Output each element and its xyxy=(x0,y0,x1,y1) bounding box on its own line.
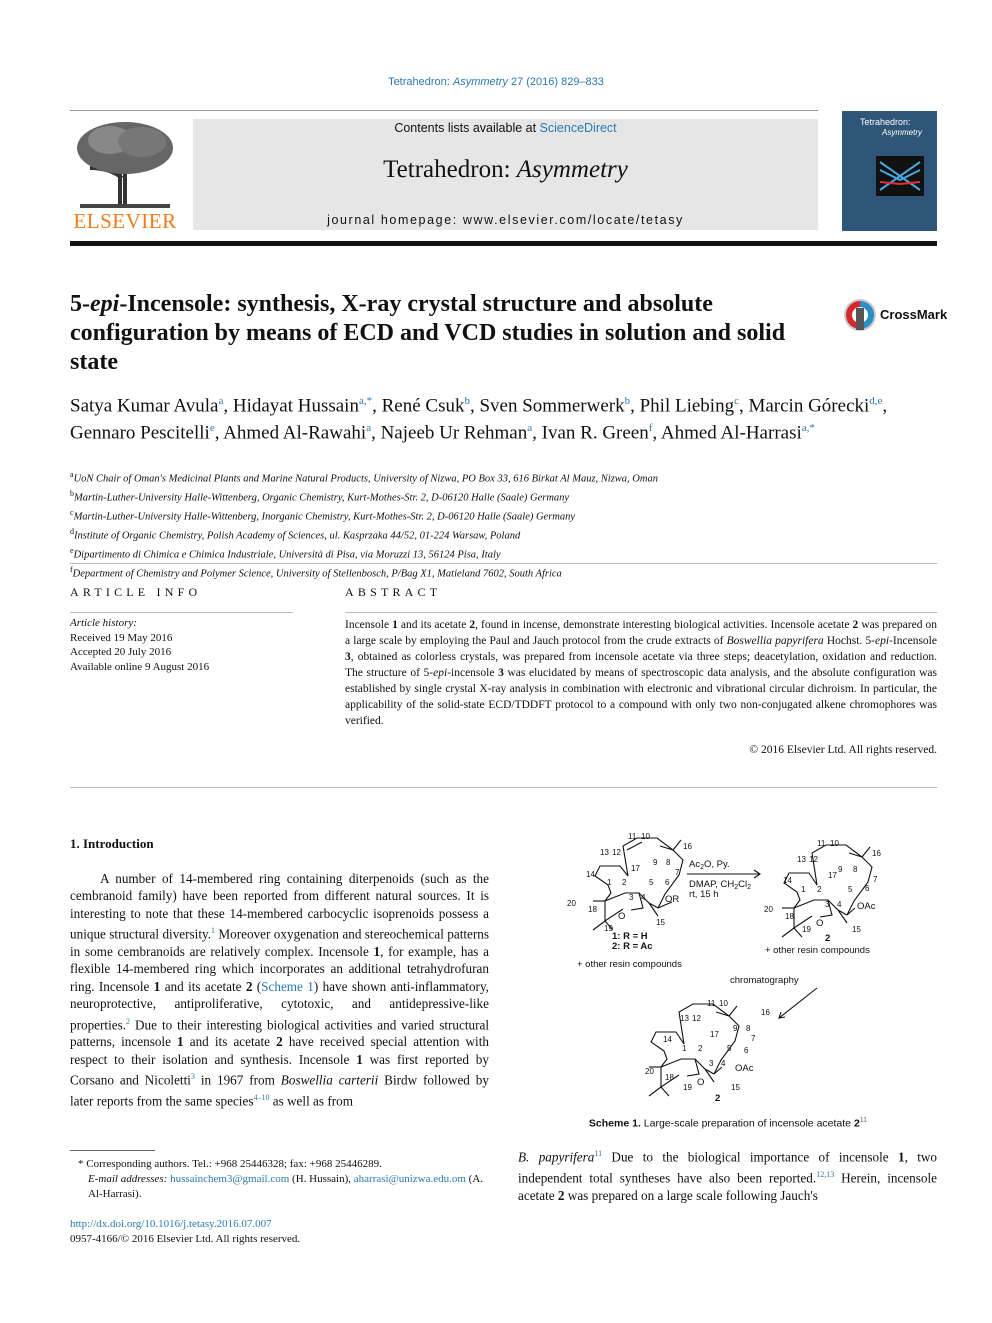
atom-label: 18 xyxy=(665,1073,674,1082)
atom-label: 8 xyxy=(853,865,858,874)
atom-label: 17 xyxy=(710,1030,719,1039)
affiliation-text: UoN Chair of Oman's Medicinal Plants and Marine Natural Products, University of Nizwa, PO Box 33, 616 Birkat Al Mauz, Nizwa, Oman xyxy=(73,473,658,485)
atom-label: 14 xyxy=(586,870,595,879)
ref-link[interactable]: 11 xyxy=(859,1117,868,1124)
issn-line: 0957-4166/© 2016 Elsevier Ltd. All rights reserved. xyxy=(70,1233,301,1245)
ref-link[interactable]: 2 xyxy=(126,1016,131,1026)
atom-label: 9 xyxy=(838,865,843,874)
author-name[interactable]: Marcin Górecki xyxy=(748,395,870,417)
atom-label: 9 xyxy=(733,1024,738,1033)
atom-label: 3 xyxy=(629,893,634,902)
atom-label: 7 xyxy=(751,1034,756,1043)
compound-label: 2 xyxy=(825,933,831,944)
author-affil-marker[interactable]: a xyxy=(527,422,533,435)
atom-label: 5 xyxy=(649,878,654,887)
affiliation-item xyxy=(70,563,930,582)
affiliation-item xyxy=(70,544,930,563)
atom-label: 12 xyxy=(612,848,621,857)
author-separator: , xyxy=(652,422,661,444)
article-history: Article history: Received 19 May 2016 Accepted 20 July 2016 Available online 9 August 2016 xyxy=(70,617,210,673)
author-affil-marker[interactable]: f xyxy=(648,422,653,435)
atom-label: 16 xyxy=(761,1008,770,1017)
intro-paragraph-col2: B. papyrifera$^{11}$ Due to the biological importance of incensole 1, two independent total syntheses have also been reported.$^{12,13}$ Herein, incensole acetate 2 was prepared on a large scale following Jauch's xyxy=(518,1149,937,1203)
affiliation-item xyxy=(70,525,930,544)
oac-label: OAc xyxy=(857,901,876,912)
abstract-heading: ABSTRACT xyxy=(345,585,442,599)
author-name[interactable]: Gennaro Pescitelli xyxy=(70,422,210,444)
affiliation-text: Martin-Luther-University Halle-Wittenberg, Inorganic Chemistry, Kurt-Mothes-Str. 2, D-06120 Halle (Saale) Germany xyxy=(73,511,576,523)
atom-label: 16 xyxy=(872,849,881,858)
atom-label: 5 xyxy=(848,885,853,894)
atom-label: 5 xyxy=(727,1044,732,1053)
atom-label: 17 xyxy=(828,871,837,880)
author-list xyxy=(70,390,930,445)
header-thick-rule xyxy=(70,241,937,246)
atom-label: 18 xyxy=(785,912,794,921)
atom-label: 7 xyxy=(873,875,878,884)
author-name[interactable]: Ivan R. Green xyxy=(541,422,649,444)
ref-link[interactable]: 3 xyxy=(190,1072,195,1082)
abstract-copyright: © 2016 Elsevier Ltd. All rights reserved. xyxy=(749,744,937,756)
abstract-text: Incensole 1 and its acetate 2, found in incense, demonstrate interesting biological activities. Incensole acetate 2 was prepared on a large scale by employing the Paul and Jauch protocol from the crude extracts of Boswellia papyrifera Hochst. 5-epi-Incensole 3, obtained as colorless crystals, was prepared from incensole acetate via three steps; deacetylation, oxidation and reduction. The structure of 5-epi-incensole 3 was elucidated by means of spectroscopic data analysis, and the absolute configuration was established by single crystal X-ray analysis in combination with electronic and vibrational circular dichroism. In particular, the applicability of the solid-state ECD/TDDFT protocol to a compound with only two non-conjugated alkene chromophores was verified. xyxy=(345,619,937,727)
atom-label: 1 xyxy=(607,878,612,887)
atom-label: 20 xyxy=(645,1067,654,1076)
atom-label: 13 xyxy=(797,855,806,864)
atom-label: 2 xyxy=(622,878,627,887)
atom-label: 11 xyxy=(817,839,826,848)
atom-label: 15 xyxy=(656,918,665,927)
article-info-heading: ARTICLE INFO xyxy=(70,585,202,599)
atom-label: 10 xyxy=(719,999,728,1008)
affil-rule xyxy=(70,563,937,564)
author-affil-marker[interactable]: a xyxy=(366,422,372,435)
atom-label: 3 xyxy=(709,1059,714,1068)
author-affil-marker[interactable]: c xyxy=(734,395,739,407)
author-name[interactable]: Najeeb Ur Rehman xyxy=(380,422,528,444)
author-name[interactable]: Ahmed Al-Harrasi xyxy=(660,422,802,444)
affiliation-text: Institute of Organic Chemistry, Polish Academy of Sciences, ul. Kasprzaka 44/52, 01-224 Warsaw, Poland xyxy=(74,530,521,542)
journal-cover xyxy=(842,111,937,231)
journal-homepage: journal homepage: www.elsevier.com/locate/tetasy xyxy=(327,213,684,227)
abstract-rule xyxy=(345,612,937,613)
atom-label: 15 xyxy=(731,1083,740,1092)
atom-label: 10 xyxy=(641,832,650,841)
author-affil-marker[interactable]: a,* xyxy=(801,422,815,435)
atom-label: 9 xyxy=(653,858,658,867)
reagents-time: rt, 15 h xyxy=(689,889,719,900)
affiliation-text: Department of Chemistry and Polymer Science, University of Stellenbosch, P/Bag X1, Matieland 7602, South Africa xyxy=(72,568,562,580)
author-separator: , xyxy=(214,422,224,444)
cover-graphic xyxy=(876,156,924,196)
affiliation-marker: e xyxy=(70,545,74,555)
affiliation-marker: c xyxy=(70,507,74,517)
oxygen-label: O xyxy=(618,911,626,922)
crossmark-icon[interactable] xyxy=(843,298,877,332)
section-heading-introduction: 1. Introduction xyxy=(70,836,154,851)
scheme-1-figure xyxy=(555,828,915,1108)
doi-block xyxy=(70,1217,300,1247)
affiliation-marker: f xyxy=(70,564,73,574)
affiliation-item xyxy=(70,487,930,506)
author-affil-marker[interactable]: a xyxy=(218,395,224,407)
atom-label: 11 xyxy=(707,999,716,1008)
author-separator: , xyxy=(630,395,640,417)
atom-label: 2 xyxy=(698,1044,703,1053)
other-resin-1: + other resin compounds xyxy=(577,959,682,970)
author-name[interactable]: Satya Kumar Avula xyxy=(70,395,219,417)
affiliation-item xyxy=(70,468,930,487)
affiliation-item xyxy=(70,506,930,525)
elsevier-tree-logo xyxy=(70,118,180,210)
author-affil-marker[interactable]: b xyxy=(624,395,631,407)
intro-paragraph: A number of 14-membered ring containing diterpenoids (such as the cembranoid family) have been reported from different natural sources. It is interesting to note that these 14-membered carbocyclic isoprenoids possess a unique structural diversity.$^1$ Moreover oxygenation and stereochemical patterns in some cembranoids are relatively complex. Incensole 1, for example, has a flexible 14-membered ring which incorporates an additional tetrahydrofuran ring. Incensole 1 and its acetate 2 (Scheme 1) have shown anti-inflammatory, neuroprotective, antiproliferative, cytotoxic, and antidepressive-like properties.$^2$ Due to their interesting biological activities and varied structural patterns, incensole 1 and its acetate 2 have received special attention with respect to their isolation and synthesis. Incensole 1 was first reported by Corsano and Nicoletti$^3$ in 1967 from Boswellia carterii Birdw followed by later reports from the same species$^{4-10}$ as well as from xyxy=(70,871,489,1109)
affiliation-list xyxy=(70,468,930,581)
article-title: 5-epi-Incensole: synthesis, X-ray crystal structure and absolute configuration by means of ECD and VCD studies in solution and solid state xyxy=(70,291,786,375)
atom-label: 13 xyxy=(680,1014,689,1023)
atom-label: 3 xyxy=(825,900,830,909)
oxygen-label: O xyxy=(697,1077,705,1088)
other-resin-2: + other resin compounds xyxy=(765,945,870,956)
abstract-bottom-rule xyxy=(70,787,937,788)
chromatography-label: chromatography xyxy=(730,975,799,986)
email-link-alharrasi[interactable]: aharrasi@unizwa.edu.om xyxy=(353,1173,466,1185)
atom-label: 19 xyxy=(604,924,613,933)
contents-available: Contents lists available at ScienceDirect xyxy=(394,121,617,135)
elsevier-wordmark: ELSEVIER xyxy=(73,209,177,233)
atom-label: 6 xyxy=(744,1046,749,1055)
author-affil-marker[interactable]: d,e xyxy=(869,395,883,407)
homepage-link[interactable]: www.elsevier.com/locate/tetasy xyxy=(462,213,684,227)
atom-label: 1 xyxy=(682,1044,687,1053)
oac-label: OAc xyxy=(735,1063,754,1074)
oxygen-label: O xyxy=(816,918,824,929)
sciencedirect-link[interactable]: ScienceDirect xyxy=(539,121,617,135)
atom-label: 14 xyxy=(663,1035,672,1044)
author-separator: , xyxy=(372,395,382,417)
atom-label: 13 xyxy=(600,848,609,857)
atom-label: 19 xyxy=(683,1083,692,1092)
scheme-caption: Scheme 1. Large-scale preparation of incensole acetate $2^{11}$ xyxy=(588,1117,868,1130)
crossmark-label[interactable]: CrossMark xyxy=(880,307,948,322)
scheme-link[interactable]: Scheme 1 xyxy=(261,978,314,994)
author-separator: , xyxy=(469,395,480,417)
article-info-rule xyxy=(70,612,293,613)
atom-label: 15 xyxy=(852,925,861,934)
journal-title: Tetrahedron: Asymmetry xyxy=(383,156,628,183)
affiliation-marker: b xyxy=(70,488,74,498)
atom-label: 1 xyxy=(801,885,806,894)
author-name[interactable]: Hidayat Hussain xyxy=(232,395,359,417)
cover-subtitle: Asymmetry xyxy=(882,128,922,137)
author-affil-marker[interactable]: b xyxy=(464,395,470,407)
or-label: OR xyxy=(665,894,680,905)
footnotes: * Corresponding authors. Tel.: +968 25446328; fax: +968 25446289. E-mail addresses: hussainchem3@gmail.com (H. Hussain), aharrasi@unizwa.edu.om (A. Al-Harrasi). xyxy=(70,1157,489,1202)
author-name[interactable]: René Csuk xyxy=(381,395,465,417)
atom-label: 12 xyxy=(692,1014,701,1023)
doi-link[interactable]: http://dx.doi.org/10.1016/j.tetasy.2016.07.007 xyxy=(70,1218,272,1230)
author-affil-marker[interactable]: e xyxy=(209,422,215,435)
legend-1: 1: R = H xyxy=(612,931,648,942)
atom-label: 14 xyxy=(783,876,792,885)
author-separator: , xyxy=(223,395,233,417)
email-link-hussain[interactable]: hussainchem3@gmail.com xyxy=(170,1173,290,1185)
corresponding-note: * Corresponding authors. Tel.: +968 25446328; fax: +968 25446289. xyxy=(78,1158,382,1170)
author-separator: , xyxy=(371,422,381,444)
atom-label: 2 xyxy=(817,885,822,894)
atom-label: 20 xyxy=(567,899,576,908)
ref-link[interactable]: 12,13 xyxy=(816,1169,835,1179)
atom-label: 8 xyxy=(746,1024,751,1033)
ref-link[interactable]: 1 xyxy=(211,926,216,936)
atom-label: 18 xyxy=(588,905,597,914)
ref-link[interactable]: 11 xyxy=(594,1149,603,1158)
journal-citation[interactable]: Tetrahedron: Asymmetry 27 (2016) 829–833 xyxy=(388,76,604,88)
footnote-rule xyxy=(70,1150,155,1151)
atom-label: 20 xyxy=(764,905,773,914)
author-affil-marker[interactable]: a,* xyxy=(358,395,373,407)
author-name[interactable]: Phil Liebing xyxy=(639,395,735,417)
atom-label: 6 xyxy=(665,878,670,887)
header-top-rule xyxy=(70,110,818,111)
cover-title: Tetrahedron: xyxy=(860,117,911,127)
author-name[interactable]: Ahmed Al-Rawahi xyxy=(223,422,367,444)
author-name[interactable]: Sven Sommerwerk xyxy=(479,395,625,417)
atom-label: 4 xyxy=(721,1059,726,1068)
atom-label: 12 xyxy=(809,855,818,864)
affiliation-text: Martin-Luther-University Halle-Wittenberg, Organic Chemistry, Kurt-Mothes-Str. 2, D-06120 Halle (Saale) Germany xyxy=(74,492,570,504)
atom-label: 16 xyxy=(683,842,692,851)
author-separator: , xyxy=(532,422,542,444)
atom-label: 7 xyxy=(675,868,680,877)
svg-text:Ac2O, Py.: $Ac_2O$, Py. xyxy=(689,859,730,871)
ref-link[interactable]: 4–10 xyxy=(253,1093,270,1103)
author-separator: , xyxy=(738,395,749,417)
legend-2: 2: R = Ac xyxy=(612,941,653,952)
atom-label: 17 xyxy=(631,864,640,873)
compound-label: 2 xyxy=(715,1093,721,1104)
atom-label: 4 xyxy=(837,900,842,909)
atom-label: 4 xyxy=(641,893,646,902)
affiliation-marker: d xyxy=(70,526,74,536)
affiliation-marker: a xyxy=(70,470,74,479)
atom-label: 6 xyxy=(865,884,870,893)
atom-label: 11 xyxy=(628,832,637,841)
atom-label: 19 xyxy=(802,925,811,934)
author-separator: , xyxy=(882,395,888,417)
svg-text:DMAP, CH2Cl2: DMAP, $CH_2Cl_2$ xyxy=(689,879,752,891)
atom-label: 8 xyxy=(666,858,671,867)
atom-label: 10 xyxy=(830,839,839,848)
affiliation-text: Dipartimento di Chimica e Chimica Industriale, Università di Pisa, via Moruzzi 13, 56124 Pisa, Italy xyxy=(73,549,501,561)
